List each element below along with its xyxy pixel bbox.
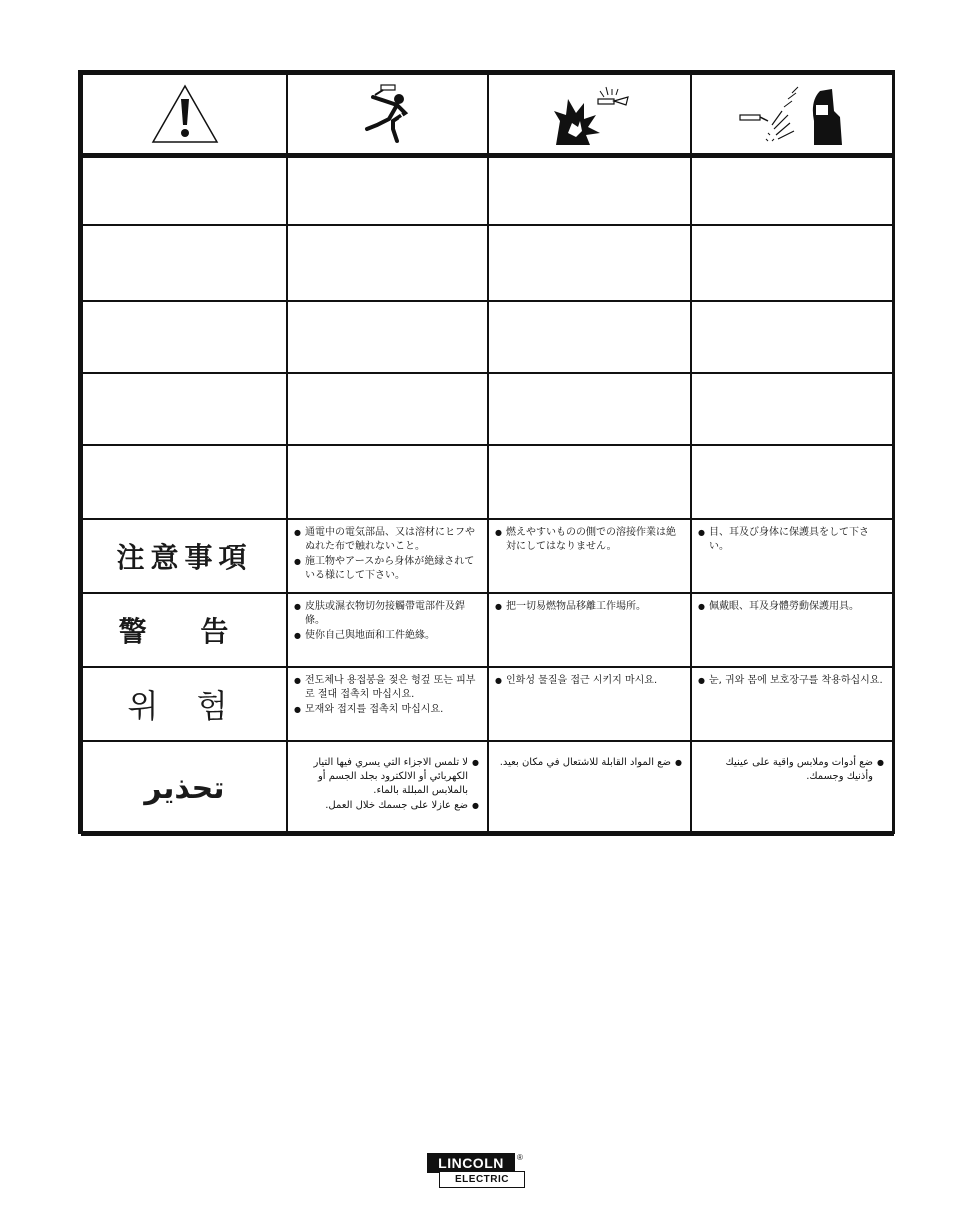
blank-cell (287, 301, 488, 373)
language-title: تحذير (144, 770, 225, 806)
warning-list (288, 520, 487, 583)
warning-list (489, 668, 690, 688)
logo-registered-mark: ® (517, 1153, 523, 1162)
logo-bottom-text: ELECTRIC (439, 1171, 525, 1188)
warning-item: ● 佩戴眼、耳及身體勞動保護用具。 (698, 600, 886, 614)
rays-warning-cell (691, 741, 893, 835)
lincoln-electric-logo (427, 1153, 527, 1189)
blank-cell (488, 445, 691, 519)
fire-cell (488, 74, 691, 156)
warning-list (489, 742, 690, 770)
electric-warning-cell (287, 593, 488, 667)
language-row-chinese (82, 593, 893, 667)
electric-warning-cell (287, 667, 488, 741)
blank-cell (488, 301, 691, 373)
arc-rays-icon (732, 81, 852, 147)
icon-row (82, 74, 893, 156)
warning-item: ● ضع أدوات وملابس واقية على عينيك وأذنيك وجسمك. (698, 756, 884, 784)
warning-item: ● 把一切易燃物品移離工作場所。 (495, 600, 684, 614)
blank-row (82, 445, 893, 519)
blank-row (82, 156, 893, 226)
language-title-cell (82, 741, 287, 835)
warning-cell (82, 74, 287, 156)
blank-cell (82, 225, 287, 301)
blank-cell (691, 156, 893, 226)
warning-list (288, 742, 487, 813)
language-title-cell (82, 593, 287, 667)
language-title: 注意事項 (116, 541, 253, 574)
language-row-japanese (82, 519, 893, 593)
warning-list (489, 520, 690, 554)
fire-warning-cell (488, 519, 691, 593)
warning-list (692, 520, 892, 554)
blank-cell (488, 225, 691, 301)
blank-cell (82, 301, 287, 373)
language-title: 警 告 (118, 615, 251, 648)
language-title-cell (82, 519, 287, 593)
warning-item: ● لا تلمس الاجزاء التي يسري فيها التيار الكهربائي أو الالكترود بجلد الجسم أو بالملابس المبللة بالماء. (294, 756, 479, 798)
warning-item: ● 눈, 귀와 몸에 보호장구를 착용하십시요. (698, 674, 886, 688)
language-row-korean (82, 667, 893, 741)
electric-shock-icon (353, 83, 423, 145)
fire-warning-cell (488, 593, 691, 667)
warning-list (692, 594, 892, 614)
warning-item: ● 인화성 물질을 접근 시키지 마시요. (495, 674, 684, 688)
warning-item: ● 皮肤或濕衣物切勿接觸帶電部件及銲條。 (294, 600, 481, 628)
warning-item: ● 使你自己與地面和工件絶緣。 (294, 629, 481, 643)
electric-shock-cell (287, 74, 488, 156)
safety-warning-table (81, 73, 894, 836)
fire-warning-cell (488, 667, 691, 741)
warning-item: ● 燃えやすいものの側での溶接作業は絶対にしてはなりません。 (495, 526, 684, 554)
warning-list (288, 594, 487, 643)
blank-cell (691, 301, 893, 373)
safety-warning-table-frame (78, 70, 895, 834)
language-title-cell (82, 667, 287, 741)
blank-cell (488, 156, 691, 226)
blank-cell (488, 373, 691, 445)
blank-cell (287, 445, 488, 519)
blank-row (82, 373, 893, 445)
blank-cell (82, 373, 287, 445)
blank-cell (691, 445, 893, 519)
blank-cell (82, 445, 287, 519)
electric-warning-cell (287, 741, 488, 835)
warning-list (692, 742, 892, 784)
warning-item: ● 目、耳及び身体に保護具をして下さい。 (698, 526, 886, 554)
blank-row (82, 225, 893, 301)
warning-item: ● 施工物やアースから身体が絶縁されている様にして下さい。 (294, 555, 481, 583)
blank-cell (82, 156, 287, 226)
fire-explosion-icon (550, 81, 630, 147)
language-title: 위 험 (127, 687, 242, 725)
electric-warning-cell (287, 519, 488, 593)
rays-warning-cell (691, 667, 893, 741)
warning-item: ● 通電中の電気部品、又は溶材にヒフやぬれた布で触れないこと。 (294, 526, 481, 554)
warning-triangle-icon (150, 83, 220, 145)
blank-cell (691, 225, 893, 301)
blank-cell (287, 373, 488, 445)
arc-rays-cell (691, 74, 893, 156)
blank-cell (287, 156, 488, 226)
blank-row (82, 301, 893, 373)
warning-item: ● 모재와 접지를 접촉치 마십시요. (294, 703, 481, 717)
warning-list (288, 668, 487, 717)
logo-top-text: LINCOLN (427, 1153, 515, 1173)
rays-warning-cell (691, 519, 893, 593)
warning-item: ● ضع المواد القابلة للاشتعال في مكان بعيد. (495, 756, 682, 770)
fire-warning-cell (488, 741, 691, 835)
warning-item: ● 전도체나 용접봉을 젖은 헝겊 또는 피부로 절대 접촉치 마십시요. (294, 674, 481, 702)
warning-list (692, 668, 892, 688)
warning-item: ● ضع عازلا على جسمك خلال العمل. (294, 799, 479, 813)
blank-cell (691, 373, 893, 445)
warning-list (489, 594, 690, 614)
rays-warning-cell (691, 593, 893, 667)
blank-cell (287, 225, 488, 301)
language-row-arabic (82, 741, 893, 835)
